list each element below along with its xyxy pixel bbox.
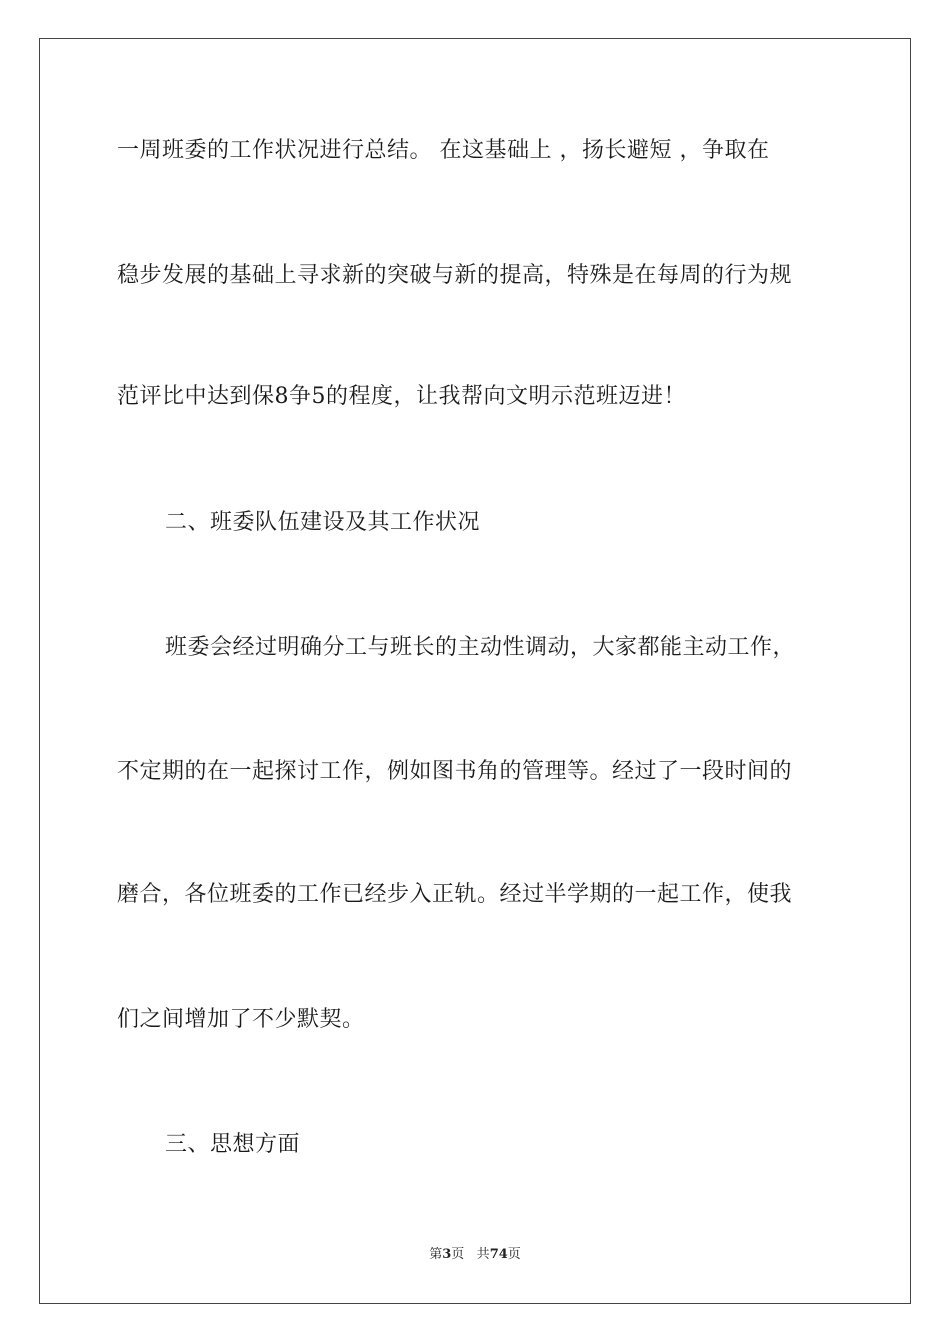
footer-total-pages: 74	[489, 1247, 508, 1262]
body-line-7: 磨合，各位班委的工作已经步入正轨。经过半学期的一起工作，使我	[117, 882, 793, 907]
section-heading-2: 二、班委队伍建设及其工作状况	[165, 510, 481, 535]
section-heading-3: 三、思想方面	[165, 1132, 301, 1157]
body-line-8: 们之间增加了不少默契。	[117, 1007, 365, 1032]
body-line-2: 稳步发展的基础上寻求新的突破与新的提高，特殊是在每周的行为规	[117, 263, 793, 288]
page-footer	[0, 1246, 950, 1264]
body-line-3: 范评比中达到保8争5的程度，让我帮向文明示范班迈进！	[117, 384, 686, 409]
footer-page-number: 3	[442, 1247, 452, 1262]
page-border	[39, 38, 911, 1304]
body-line-6: 不定期的在一起探讨工作，例如图书角的管理等。经过了一段时间的	[117, 759, 793, 784]
body-line-5: 班委会经过明确分工与班长的主动性调动，大家都能主动工作，	[165, 635, 796, 660]
body-line-1: 一周班委的工作状况进行总结。 在这基础上 ，扬长避短 ，争取在	[117, 138, 770, 163]
footer-total-suffix: 页	[507, 1247, 521, 1262]
footer-page-prefix: 第	[429, 1247, 443, 1262]
footer-page-suffix: 页	[451, 1247, 465, 1262]
footer-total-prefix: 共	[476, 1247, 490, 1262]
